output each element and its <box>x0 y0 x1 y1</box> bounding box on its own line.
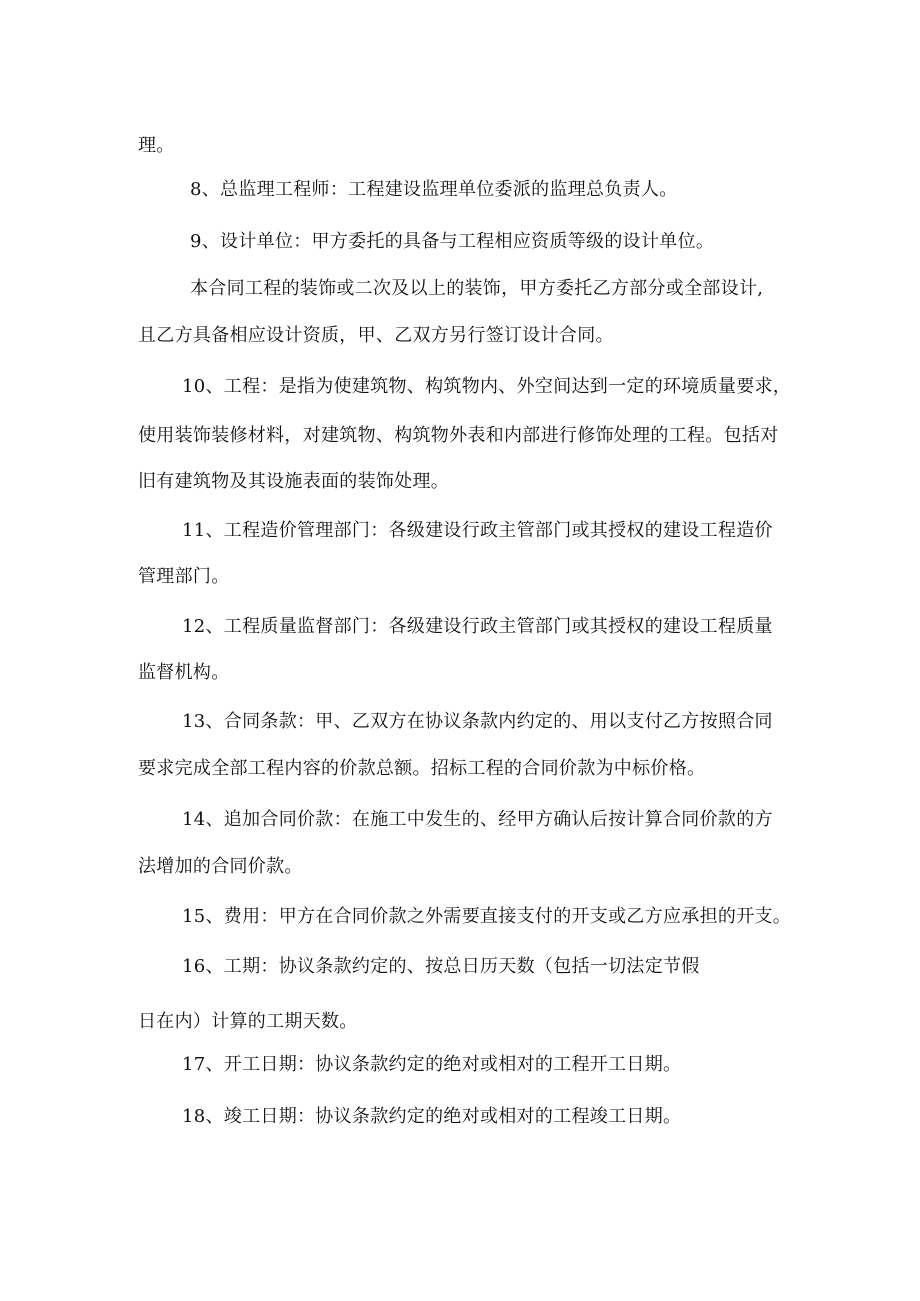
text-line: 13、合同条款：甲、乙双方在协议条款内约定的、用以支付乙方按照合同 <box>182 711 773 732</box>
text-line: 使用装饰装修材料，对建筑物、构筑物外表和内部进行修饰处理的工程。包括对 <box>138 425 779 446</box>
text-line: 日在内）计算的工期天数。 <box>138 1011 358 1032</box>
text-line: 14、追加合同价款：在施工中发生的、经甲方确认后按计算合同价款的方 <box>182 809 773 830</box>
text-line: 本合同工程的装饰或二次及以上的装饰，甲方委托乙方部分或全部设计, <box>190 278 764 299</box>
text-line: 12、工程质量监督部门：各级建设行政主管部门或其授权的建设工程质量 <box>182 616 773 637</box>
text-line: 18、竣工日期：协议条款约定的绝对或相对的工程竣工日期。 <box>182 1106 682 1127</box>
text-line: 10、工程：是指为使建筑物、构筑物内、外空间达到一定的环境质量要求， <box>182 376 792 397</box>
text-line: 管理部门。 <box>138 566 230 587</box>
text-line: 15、费用：甲方在合同价款之外需要直接支付的开支或乙方应承担的开支。 <box>182 906 792 927</box>
text-line: 法增加的合同价款。 <box>138 856 303 877</box>
text-line: 16、工期：协议条款约定的、按总日历天数（包括一切法定节假 <box>182 956 700 977</box>
text-line: 要求完成全部工程内容的价款总额。招标工程的合同价款为中标价格。 <box>138 758 706 779</box>
text-line: 9、设计单位：甲方委托的具备与工程相应资质等级的设计单位。 <box>190 231 715 252</box>
text-line: 理。 <box>138 135 175 156</box>
text-line: 旧有建筑物及其设施表面的装饰处理。 <box>138 471 450 492</box>
text-line: 17、开工日期：协议条款约定的绝对或相对的工程开工日期。 <box>182 1054 682 1075</box>
text-line: 11、工程造价管理部门：各级建设行政主管部门或其授权的建设工程造价 <box>182 520 773 541</box>
text-line: 且乙方具备相应设计资质，甲、乙双方另行签订设计合同。 <box>138 325 614 346</box>
text-line: 监督机构。 <box>138 662 230 683</box>
text-line: 8、总监理工程师：工程建设监理单位委派的监理总负责人。 <box>190 179 678 200</box>
